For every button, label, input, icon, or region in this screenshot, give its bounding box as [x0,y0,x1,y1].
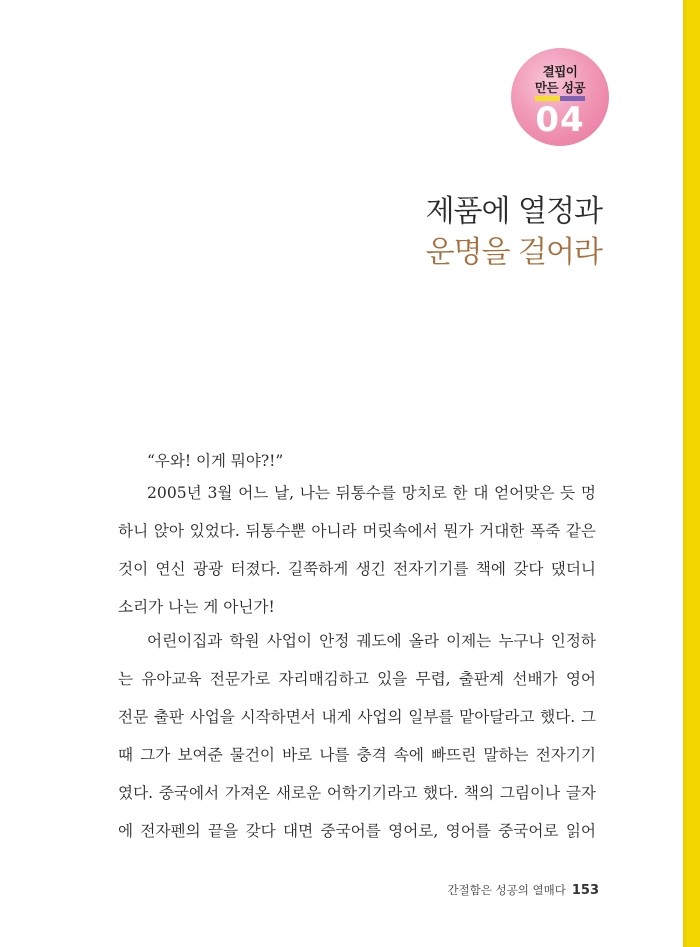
text-line: 였다. 중국에서 가져온 새로운 어학기기라고 했다. 책의 그림이나 글자 [118,784,596,802]
chapter-number: 04 [535,100,585,140]
paragraph-1 [118,474,596,626]
page-footer [447,882,599,898]
text-line: 하니 앉아 있었다. 뒤통수뿐 아니라 머릿속에서 뭔가 거대한 폭죽 같은 [118,522,596,540]
text-line: 때 그가 보여준 물건이 바로 나를 충격 속에 빠뜨린 말하는 전자기기 [118,746,596,764]
paragraph-2 [118,622,596,850]
text-line: 어린이집과 학원 사업이 안정 궤도에 올라 이제는 누구나 인정하 [147,632,596,650]
text-line: 전문 출판 사업을 시작하면서 내게 사업의 일부를 맡아달라고 했다. 그 [118,708,596,726]
text-line: 에 전자펜의 끝을 갖다 대면 중국어를 영어로, 영어를 중국어로 읽어 [118,822,596,840]
text-line: 소리가 나는 게 아닌가! [118,598,275,616]
chapter-title-line1: 제품에 열정과 [425,194,602,229]
badge-label-line1: 결핍이 [542,64,578,79]
page-edge-color-strip [683,0,700,947]
running-title: 간절함은 성공의 열매다 [447,883,566,897]
text-line: 것이 연신 광광 터졌다. 길쭉하게 생긴 전자기기를 책에 갖다 댔더니 [118,560,596,578]
text-line: 는 유아교육 전문가로 자리매김하고 있을 무렵, 출판계 선배가 영어 [118,670,596,688]
badge-label-line2: 만든 성공 [534,80,586,95]
text-line: 2005년 3월 어느 날, 나는 뒤통수를 망치로 한 대 얻어맞은 듯 멍 [147,484,596,502]
opening-quote: “우와! 이게 뭐야?!” [147,452,284,470]
chapter-badge [511,48,609,146]
page-number: 153 [571,883,599,898]
chapter-title-line2: 운명을 걸어라 [425,235,602,270]
